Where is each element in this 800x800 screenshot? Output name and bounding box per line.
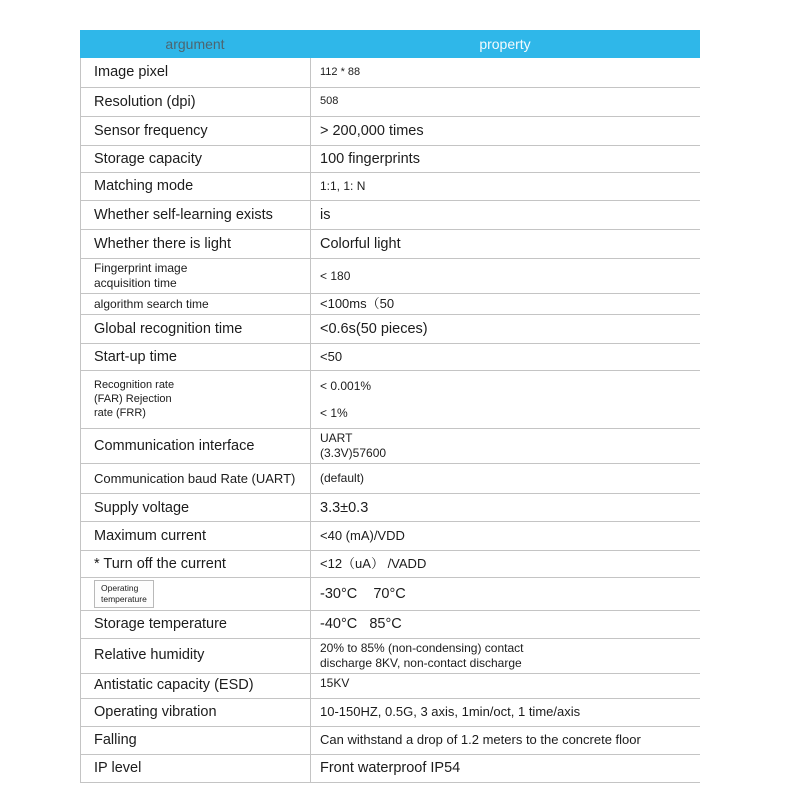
- row-value: [311, 639, 700, 673]
- text-line: < 0.001%: [320, 378, 372, 393]
- row-value: [311, 201, 700, 229]
- text-line: Global recognition time: [94, 321, 243, 338]
- text-line: <12（uA） /VADD: [320, 556, 427, 572]
- row-label: [81, 259, 311, 293]
- text-line: Operating vibration: [94, 703, 217, 720]
- row-label: [81, 429, 311, 463]
- text-line: <0.6s(50 pieces): [320, 321, 428, 338]
- text-line: 508: [320, 95, 339, 108]
- table-row: [81, 344, 700, 371]
- text-line: 15KV: [320, 675, 350, 690]
- row-label: [81, 639, 311, 673]
- row-value: [311, 674, 700, 698]
- text-line: -30°C 70°C: [320, 585, 406, 602]
- text-line: (3.3V)57600: [320, 446, 387, 461]
- text-line: Matching mode: [94, 178, 194, 195]
- text-line: IP level: [94, 759, 142, 776]
- table-row: [81, 494, 700, 522]
- row-value: [311, 117, 700, 145]
- row-label: [81, 464, 311, 493]
- row-value: [311, 371, 700, 428]
- text-line: Whether self-learning exists: [94, 206, 273, 223]
- text-line: Operating: [101, 583, 139, 594]
- table-header: [80, 30, 700, 58]
- row-value: [311, 344, 700, 370]
- row-label: [81, 578, 311, 609]
- table-row: [81, 294, 700, 315]
- row-value: [311, 230, 700, 258]
- row-label: [81, 146, 311, 172]
- text-line: 20% to 85% (non-condensing) contact: [320, 640, 524, 655]
- text-line: Relative humidity: [94, 647, 205, 664]
- text-line: Start-up time: [94, 349, 177, 366]
- text-line: Resolution (dpi): [94, 93, 196, 110]
- row-label: [81, 551, 311, 577]
- text-line: Antistatic capacity (ESD): [94, 677, 254, 694]
- header-argument: argument: [165, 36, 225, 52]
- row-label: [81, 173, 311, 200]
- text-line: Communication interface: [94, 438, 255, 455]
- text-line: rate (FRR): [94, 406, 146, 419]
- table-row: [81, 230, 700, 259]
- text-line: Storage temperature: [94, 615, 227, 632]
- row-label: [81, 522, 311, 550]
- text-line: 3.3±0.3: [320, 499, 369, 516]
- row-value: [311, 88, 700, 116]
- text-line: Falling: [94, 731, 137, 748]
- header-property: property: [479, 36, 531, 52]
- table-row: [81, 146, 700, 173]
- table-row: [81, 88, 700, 117]
- table-row: [81, 674, 700, 699]
- table-row: [81, 522, 700, 551]
- row-label: [81, 344, 311, 370]
- text-line: temperature: [101, 593, 147, 604]
- row-value: [311, 611, 700, 638]
- text-line: Supply voltage: [94, 499, 190, 516]
- text-line: <50: [320, 349, 343, 365]
- text-line: <40 (mA)/VDD: [320, 528, 405, 544]
- table-row: [81, 578, 700, 610]
- text-line: Communication baud Rate (UART): [94, 470, 296, 486]
- spec-table: [80, 30, 700, 783]
- row-value: [311, 578, 700, 609]
- table-row: [81, 464, 700, 494]
- row-value: [311, 146, 700, 172]
- boxed-label: [94, 580, 154, 607]
- text-line: UART: [320, 431, 353, 446]
- row-label: [81, 201, 311, 229]
- text-line: -40°C 85°C: [320, 615, 402, 632]
- row-value: [311, 699, 700, 726]
- table-row: [81, 699, 700, 727]
- row-value: [311, 429, 700, 463]
- text-line: Image pixel: [94, 64, 169, 81]
- table-row: [81, 58, 700, 88]
- row-label: [81, 58, 311, 87]
- row-value: [311, 173, 700, 200]
- row-value: [311, 494, 700, 521]
- text-line: * Turn off the current: [94, 556, 226, 573]
- text-line: < 180: [320, 268, 351, 283]
- row-value: [311, 294, 700, 314]
- row-value: [311, 259, 700, 293]
- row-value: [311, 58, 700, 87]
- row-label: [81, 230, 311, 258]
- text-line: Fingerprint image: [94, 261, 188, 275]
- row-label: [81, 674, 311, 698]
- text-line: Front waterproof IP54: [320, 759, 461, 776]
- table-row: [81, 551, 700, 578]
- text-line: Colorful light: [320, 235, 401, 252]
- text-line: 112 * 88: [320, 65, 361, 78]
- table-row: [81, 727, 700, 755]
- table-row: [81, 429, 700, 464]
- row-label: [81, 315, 311, 343]
- text-line: acquisition time: [94, 276, 177, 290]
- text-line: (default): [320, 471, 365, 486]
- table-row: [81, 117, 700, 146]
- row-label: [81, 294, 311, 314]
- text-line: Maximum current: [94, 528, 206, 545]
- text-line: 1:1, 1: N: [320, 179, 366, 193]
- text-line: is: [320, 206, 331, 223]
- text-line: < 1%: [320, 405, 348, 420]
- text-line: > 200,000 times: [320, 122, 424, 139]
- text-line: discharge 8KV, non-contact discharge: [320, 655, 522, 670]
- table-row: [81, 173, 700, 201]
- row-label: [81, 88, 311, 116]
- row-label: [81, 727, 311, 754]
- table-row: [81, 259, 700, 294]
- row-value: [311, 315, 700, 343]
- text-line: Recognition rate: [94, 379, 175, 392]
- table-row: [81, 315, 700, 344]
- spec-table-body: [80, 58, 700, 783]
- text-line: Storage capacity: [94, 150, 203, 167]
- text-line: 10-150HZ, 0.5G, 3 axis, 1min/oct, 1 time/axis: [320, 703, 581, 719]
- table-row: [81, 201, 700, 230]
- row-label: [81, 371, 311, 428]
- text-line: <100ms（50: [320, 296, 395, 311]
- row-label: [81, 611, 311, 638]
- text-line: algorithm search time: [94, 296, 209, 311]
- row-value: [311, 551, 700, 577]
- text-line: Whether there is light: [94, 235, 232, 252]
- text-line: Sensor frequency: [94, 122, 208, 139]
- table-row: [81, 755, 700, 783]
- row-value: [311, 727, 700, 754]
- row-value: [311, 464, 700, 493]
- table-row: [81, 371, 700, 429]
- text-line: Can withstand a drop of 1.2 meters to the concrete floor: [320, 731, 641, 747]
- table-row: [81, 639, 700, 674]
- row-value: [311, 755, 700, 782]
- table-row: [81, 611, 700, 639]
- row-label: [81, 117, 311, 145]
- text-line: [320, 394, 692, 406]
- text-line: (FAR) Rejection: [94, 392, 172, 405]
- text-line: 100 fingerprints: [320, 150, 420, 167]
- row-label: [81, 755, 311, 782]
- row-label: [81, 494, 311, 521]
- row-label: [81, 699, 311, 726]
- row-value: [311, 522, 700, 550]
